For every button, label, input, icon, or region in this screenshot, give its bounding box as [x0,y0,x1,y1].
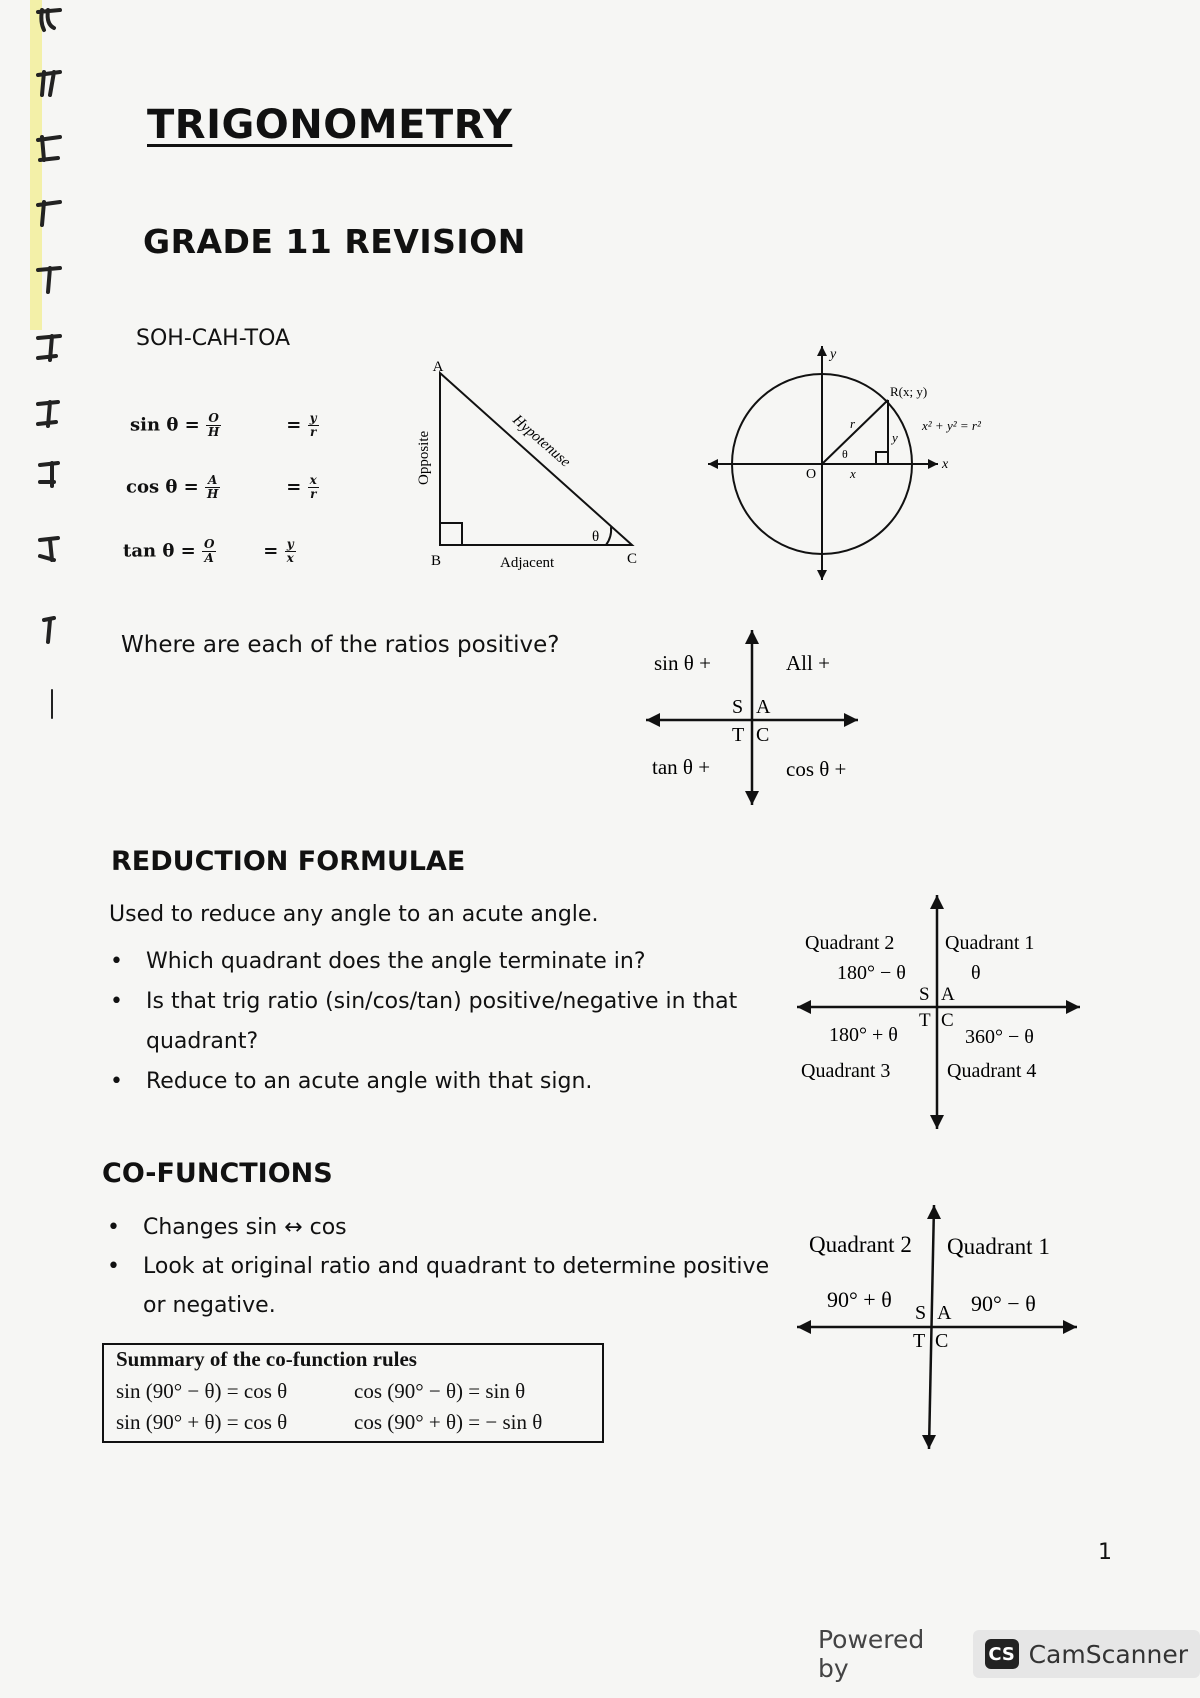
cos-lhs: cos θ = [126,476,199,498]
reduction-bullet-1: • Which quadrant does the angle terminate in? [106,942,746,982]
camscanner-brand: CamScanner [1028,1639,1188,1669]
cofunction-c-label: C [935,1330,949,1352]
reduction-c-label: C [941,1010,954,1031]
right-triangle-diagram [410,355,650,575]
reduction-bullet-3: • Reduce to an acute angle with that sign. [106,1062,746,1102]
camscanner-footer [818,1625,1200,1683]
reduction-a-label: A [941,984,955,1005]
base-label: x [850,466,856,481]
circle-y-label: y [830,347,837,362]
angle-arc [606,527,611,545]
triangle-shape [440,373,632,545]
cast-t-label: T [732,724,745,746]
origin-label: O [806,467,817,482]
tan-fraction-1: $\frac{O}{A}$ [203,537,215,565]
cast-q3-label: tan θ + [652,755,711,779]
radius-label: r [850,416,856,431]
vertex-a-label: A [432,359,444,375]
summary-rule-2b: cos (90° + θ) = − sin θ [354,1410,543,1434]
tan-ratio: tan θ = $\frac{O}{A}$ = $\frac{y}{x}$ [123,537,294,565]
reduction-bullet-2: • Is that trig ratio (sin/cos/tan) positive/negative in that quadrant? [106,982,746,1062]
reduction-q1-label: Quadrant 1 [945,932,1035,954]
cast-q4-label: cos θ + [786,757,847,781]
reduction-bullet-list [106,942,746,1102]
radius-line [822,400,888,464]
cofunction-quadrant-diagram [795,1203,1085,1453]
summary-rule-1b: cos (90° − θ) = sin θ [354,1379,526,1403]
sin-ratio: sin θ = $\frac{O}{H}$ = $\frac{y}{r}$ [130,411,317,439]
circle-x-label: x [942,457,949,472]
reduction-q1-expression: θ [971,962,981,984]
page-subtitle: GRADE 11 REVISION [143,222,526,261]
cofunction-summary-box [102,1343,604,1443]
cofunction-t-label: T [913,1330,926,1352]
cofunctions-bullet-2: • Look at original ratio and quadrant to determine positive or negative. [103,1247,773,1325]
reduction-t-label: T [919,1010,931,1031]
soh-heading: SOH-CAH-TOA [136,326,291,351]
height-label: y [892,430,898,445]
cofunctions-bullet-list [103,1208,773,1325]
cast-a-label: A [756,696,771,718]
vertex-c-label: C [626,551,638,567]
summary-rule-1a: sin (90° − θ) = cos θ [116,1379,288,1403]
reduction-intro: Used to reduce any angle to an acute angle. [109,902,599,927]
opposite-label: Opposite [416,430,432,485]
camscanner-logo-icon: CS [985,1639,1019,1669]
reduction-q3-label: Quadrant 3 [801,1060,891,1082]
point-label: R(x; y) [890,384,928,399]
sin-fraction-2: $\frac{y}{r}$ [309,411,317,439]
reduction-s-label: S [919,984,930,1005]
tan-fraction-2: $\frac{y}{x}$ [286,537,294,565]
circle-diagram [700,338,1020,588]
cofunction-a-label: A [937,1302,952,1324]
sin-fraction-1: $\frac{O}{H}$ [207,411,220,439]
tan-lhs: tan θ = [123,540,196,562]
reduction-q2-expression: 180° − θ [837,962,906,984]
cofunction-q2-label: Quadrant 2 [809,1232,912,1257]
reduction-q3-expression: 180° + θ [829,1024,898,1046]
cofunctions-bullet-1: • Changes sin ↔ cos [103,1208,773,1247]
cofunction-q1-expression: 90° − θ [971,1291,1036,1316]
spiral-binding [30,0,70,760]
cast-diagram [640,625,870,810]
cos-ratio: cos θ = $\frac{A}{H}$ = $\frac{x}{r}$ [126,473,317,501]
adjacent-label: Adjacent [500,555,555,571]
right-angle-mark [440,523,462,545]
summary-row-1 [116,1376,590,1407]
cofunction-s-label: S [915,1302,927,1324]
hypotenuse-label: Hypotenuse [509,411,574,471]
page-number: 1 [1098,1540,1112,1565]
cast-q2-label: sin θ + [654,651,711,675]
circle-equation: x² + y² = r² [922,418,981,433]
reduction-q4-expression: 360° − θ [965,1026,1034,1048]
camscanner-badge [973,1630,1200,1678]
summary-title: Summary of the co-function rules [116,1347,417,1371]
cast-c-label: C [756,724,770,746]
cast-s-label: S [732,696,744,718]
sin-lhs: sin θ = [130,414,200,436]
cast-q1-label: All + [786,651,830,675]
triangle-theta-label: θ [592,529,600,545]
cos-fraction-1: $\frac{A}{H}$ [207,473,219,501]
reduction-quadrant-diagram [795,893,1085,1133]
cast-question: Where are each of the ratios positive? [121,632,560,658]
cofunctions-heading: CO-FUNCTIONS [102,1158,333,1189]
reduction-q4-label: Quadrant 4 [947,1060,1037,1082]
reduction-heading: REDUCTION FORMULAE [111,846,466,877]
cofunction-q2-expression: 90° + θ [827,1287,892,1312]
summary-row-2 [116,1407,590,1438]
circle-theta-label: θ [842,447,848,461]
cofunction-q1-label: Quadrant 1 [947,1234,1050,1259]
page-title: TRIGONOMETRY [147,102,513,148]
cos-fraction-2: $\frac{x}{r}$ [309,473,317,501]
summary-rule-2a: sin (90° + θ) = cos θ [116,1410,288,1434]
powered-by-text: Powered by [818,1625,925,1683]
vertex-b-label: B [430,553,442,569]
reduction-q2-label: Quadrant 2 [805,932,895,954]
